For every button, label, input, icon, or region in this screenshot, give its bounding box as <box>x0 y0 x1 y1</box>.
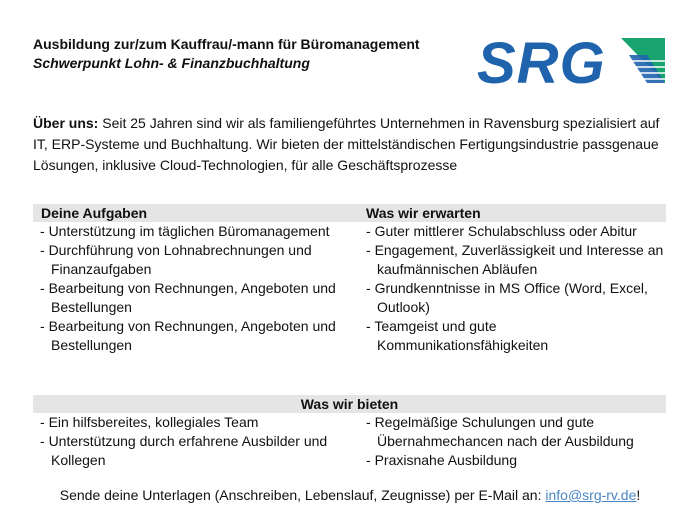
list-item: - Praxisnahe Ausbildung <box>366 451 666 470</box>
srg-logo <box>477 33 667 89</box>
email-link[interactable]: info@srg-rv.de <box>545 487 637 503</box>
footer-text: Sende deine Unterlagen (Anschreiben, Lebenslauf, Zeugnisse) per E-Mail an: <box>59 487 546 503</box>
list-item: - Unterstützung im täglichen Büromanagement <box>40 222 360 241</box>
footer-cta <box>0 485 700 505</box>
intro-text: Seit 25 Jahren sind wir als familiengeführtes Unternehmen in Ravensburg spezialisiert auf IT, ERP-Systeme und Buchhaltung. Wir bieten der mittelständischen Fertigungsindustrie passgenaue Lösungen, inklusive Cloud-Technologien, für alle Geschäftsprozesse <box>33 115 660 173</box>
logo-text: SRG <box>477 33 606 89</box>
tasks-header: Deine Aufgaben <box>41 205 148 221</box>
list-item: - Engagement, Zuverlässigkeit und Interesse an kaufmännischen Abläufen <box>366 241 666 279</box>
offers-header: Was wir bieten <box>33 395 666 413</box>
list-item: - Bearbeitung von Rechnungen, Angeboten und Bestellungen <box>40 279 360 317</box>
list-item: - Regelmäßige Schulungen und gute Übernahmechancen nach der Ausbildung <box>366 413 666 451</box>
page-subtitle: Schwerpunkt Lohn- & Finanzbuchhaltung <box>33 55 310 71</box>
intro-label: Über uns: <box>33 115 99 131</box>
list-item: - Guter mittlerer Schulabschluss oder Abitur <box>366 222 666 241</box>
list-item: - Bearbeitung von Rechnungen, Angeboten und Bestellungen <box>40 317 360 355</box>
list-item: - Teamgeist und gute Kommunikationsfähigkeiten <box>366 317 666 355</box>
tasks-list <box>40 222 360 355</box>
offers-list-left <box>40 413 360 470</box>
page-title: Ausbildung zur/zum Kauffrau/-mann für Büromanagement <box>33 36 420 52</box>
intro-paragraph <box>33 113 673 176</box>
footer-suffix: ! <box>636 487 641 503</box>
list-item: - Ein hilfsbereites, kollegiales Team <box>40 413 360 432</box>
offers-list-right <box>366 413 666 470</box>
list-item: - Grundkenntnisse in MS Office (Word, Excel, Outlook) <box>366 279 666 317</box>
section1-header-row <box>33 204 666 222</box>
list-item: - Unterstützung durch erfahrene Ausbilder und Kollegen <box>40 432 360 470</box>
requirements-list <box>366 222 666 355</box>
list-item: - Durchführung von Lohnabrechnungen und Finanzaufgaben <box>40 241 360 279</box>
requirements-header: Was wir erwarten <box>366 205 481 221</box>
